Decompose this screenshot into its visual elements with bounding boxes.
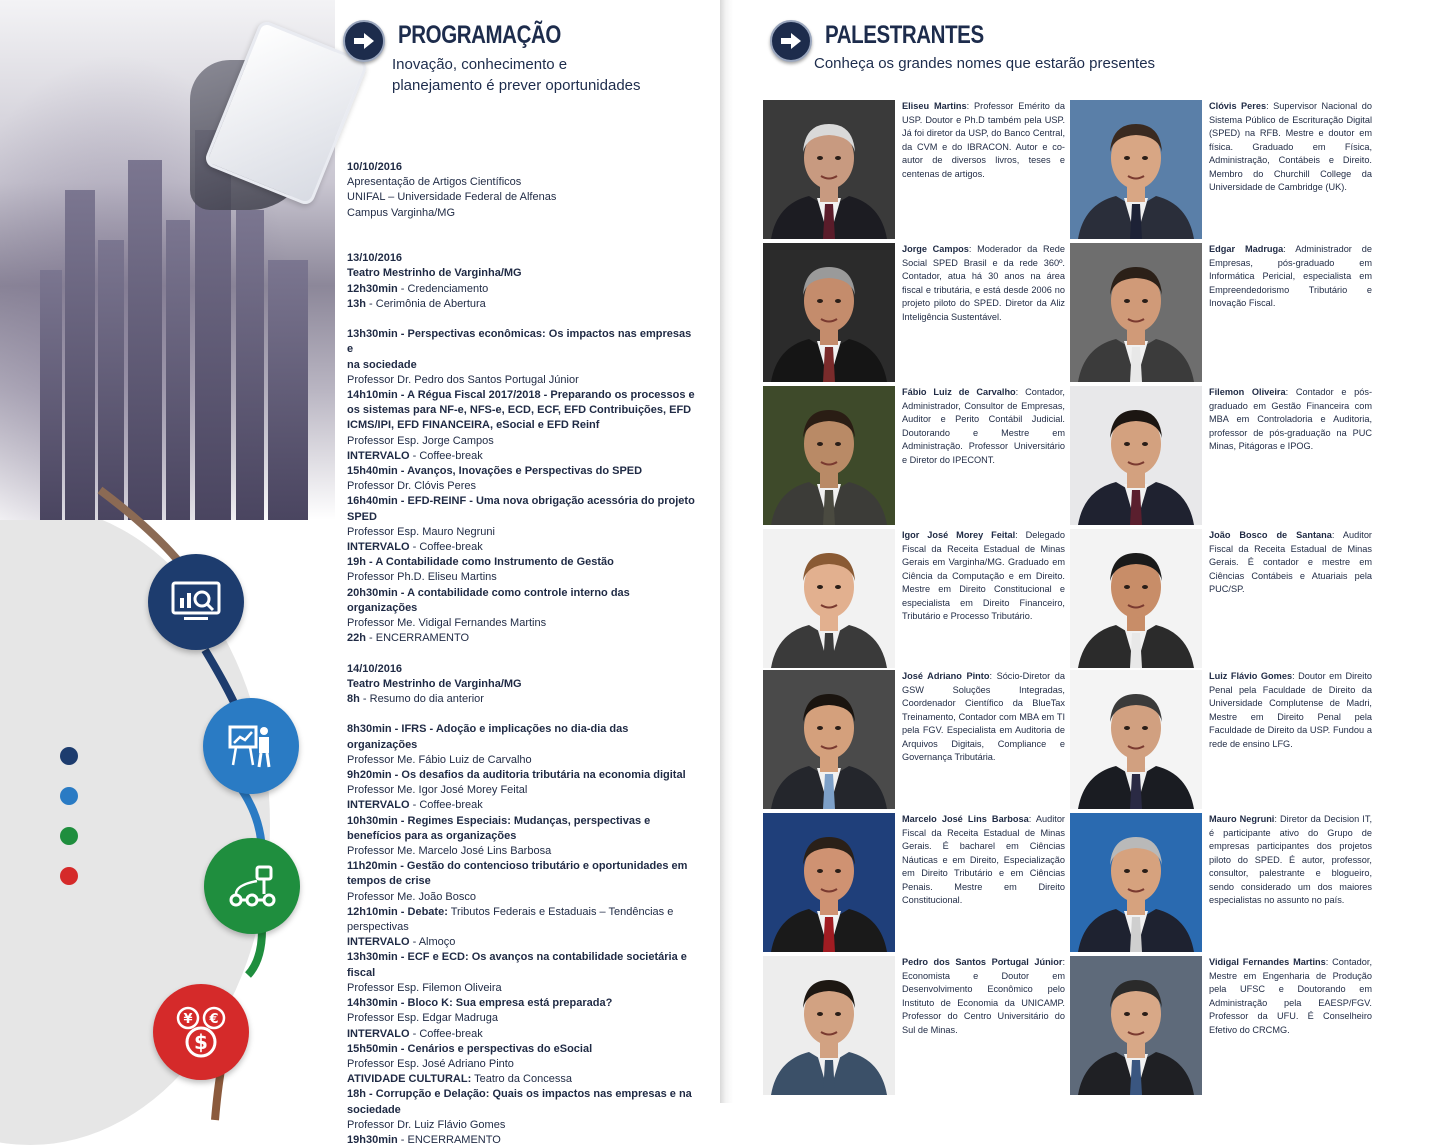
schedule-line (347, 1087, 697, 1102)
speaker-photo (763, 100, 895, 239)
schedule-line (347, 1103, 697, 1118)
speaker-card (763, 529, 1070, 669)
schedule-line-text: Professor Dr. Luiz Flávio Gomes (347, 1118, 506, 1131)
schedule-line-bold: fiscal (347, 966, 376, 979)
schedule-line-bold: 15h50min - Cenários e perspectivas do eSocial (347, 1042, 593, 1055)
schedule-line-text: Professor Ph.D. Eliseu Martins (347, 571, 497, 584)
schedule-date (347, 662, 697, 677)
schedule-line-bold: 14/10/2016 (347, 662, 403, 675)
schedule-line-text: - ENCERRAMENTO (365, 632, 470, 645)
schedule-line (347, 1057, 697, 1072)
speaker-description: : Contador, Mestre em Engenharia de Produção pela UFSC e Doutorando em Administração pela EAESP/FGV. Professor da UFU. É Conselheiro Efetivo do CRCMG. (1209, 957, 1372, 1035)
schedule-line (347, 1011, 697, 1026)
schedule-line (347, 510, 697, 525)
schedule-line-bold: INTERVALO (347, 799, 410, 812)
speaker-name: Edgar Madruga (1209, 244, 1284, 254)
schedule-line-bold: organizações (347, 601, 418, 614)
speaker-description: : Doutor em Direito Penal pela Faculdade de Direito da Universidade Complutense de Madri, Mestre em Direito Penal pela Faculdade de Direito da USP. Fundou a rede de ensino LFG. (1209, 671, 1372, 749)
schedule-line-text: Professor Esp. Jorge Campos (347, 434, 494, 447)
schedule-line (347, 479, 697, 494)
schedule-line-text: Professor Esp. Edgar Madruga (347, 1012, 499, 1025)
person-silhouette (763, 386, 895, 525)
schedule-line-bold: ICMS/IPI, EFD FINANCEIRA, eSocial e EFD Reinf (347, 419, 600, 432)
dot-red (60, 867, 78, 885)
speaker-bio (1209, 100, 1372, 195)
schedule-date (347, 251, 697, 266)
schedule-line-text: Campus Varginha/MG (347, 206, 456, 219)
page-gutter (720, 0, 733, 1103)
schedule-line-bold: 13h30min - ECF e ECD: Os avanços na contabilidade societária e (347, 951, 687, 964)
speaker-bio (1209, 386, 1372, 454)
schedule-line-text: Professor Me. Igor José Morey Feital (347, 784, 528, 797)
speaker-photo (1070, 386, 1202, 525)
person-silhouette (1070, 956, 1202, 1095)
schedule-line-bold: 22h (347, 632, 366, 645)
schedule-line (347, 266, 697, 281)
person-silhouette (763, 529, 895, 668)
schedule-line (347, 570, 697, 585)
schedule-line (347, 1118, 697, 1133)
speaker-name: Marcelo José Lins Barbosa (902, 814, 1029, 824)
schedule-line-bold: Teatro Mestrinho de Varginha/MG (347, 267, 522, 280)
programacao-subtitle-line: planejamento é prever oportunidades (392, 77, 641, 94)
programacao-subtitle (392, 54, 641, 96)
schedule-line-bold: Teatro Mestrinho de Varginha/MG (347, 677, 522, 690)
person-silhouette (763, 956, 895, 1095)
schedule-line (347, 981, 697, 996)
schedule-line-bold: SPED (347, 510, 377, 523)
program-schedule (347, 160, 697, 1148)
speaker-description: : Sócio-Diretor da GSW Soluções Integradas, Coordenador Científico da BlueTax Treinamento, Contador com MBA em TI pela FGV. Especialista em Auditoria de Arquivos Digitais, Compliance e Governança Tributária. (902, 671, 1065, 762)
schedule-line-text: Professor Dr. Pedro dos Santos Portugal Júnior (347, 373, 579, 386)
speaker-photo (763, 670, 895, 809)
speaker-bio (1209, 813, 1372, 908)
currency-icon (153, 984, 249, 1080)
schedule-line (347, 525, 697, 540)
schedule-line (347, 540, 697, 555)
speaker-description: : Moderador da Rede Social SPED Brasil e da rede 360º. Contador, atua há 30 anos na área fiscal e tributária, e está desde 2006 no projeto piloto do SPED. Diretor da Aliz Inteligência Sustentável. (902, 244, 1065, 322)
schedule-line (347, 175, 697, 190)
schedule-line-text: Teatro da Concessa (471, 1073, 572, 1086)
schedule-line (347, 814, 697, 829)
schedule-spacer (347, 312, 697, 327)
schedule-line-bold: 11h20min - Gestão do contencioso tributário e oportunidades em (347, 860, 688, 873)
schedule-line (347, 297, 697, 312)
schedule-line-text: UNIFAL – Universidade Federal de Alfenas (347, 191, 557, 204)
schedule-line-bold: 15h40min - Avanços, Inovações e Perspectivas do SPED (347, 465, 643, 478)
speaker-photo (763, 243, 895, 382)
schedule-line (347, 327, 697, 357)
dot-green (60, 827, 78, 845)
presentation-icon (203, 698, 299, 794)
arrow-right-icon (770, 20, 812, 62)
speaker-bio (902, 956, 1065, 1037)
schedule-line (347, 753, 697, 768)
right-page (733, 0, 1429, 1103)
speaker-bio (902, 670, 1065, 765)
schedule-line-text: - Cerimônia de Abertura (365, 297, 486, 310)
schedule-line (347, 996, 697, 1011)
schedule-line (347, 373, 697, 388)
schedule-line (347, 494, 697, 509)
speaker-photo (1070, 813, 1202, 952)
schedule-line (347, 677, 697, 692)
schedule-line-bold: 13h (347, 297, 366, 310)
speaker-description: : Administrador de Empresas, pós-graduado em Informática Pericial, especialista em Empreendedorismo Tributário e Inovação Fiscal. (1209, 244, 1372, 308)
schedule-line (347, 966, 697, 981)
schedule-line (347, 282, 697, 297)
schedule-line-bold: sociedade (347, 1103, 401, 1116)
speaker-card (763, 100, 1070, 240)
speaker-card (1070, 956, 1377, 1096)
schedule-line-text: Professor Dr. Clóvis Peres (347, 480, 476, 493)
speaker-bio (1209, 243, 1372, 311)
schedule-spacer (347, 236, 697, 251)
schedule-line (347, 434, 697, 449)
schedule-line-text: Apresentação de Artigos Científicos (347, 176, 522, 189)
schedule-line (347, 692, 697, 707)
schedule-line (347, 920, 697, 935)
schedule-line-text: Professor Esp. José Adriano Pinto (347, 1057, 514, 1070)
schedule-line (347, 464, 697, 479)
palestrantes-subtitle: Conheça os grandes nomes que estarão presentes (814, 55, 1156, 72)
speaker-description: : Auditor Fiscal da Receita Estadual de Minas Gerais. É bacharel em Ciências Náuticas e em Direito, Especialização em Direito Tributário e em Ciências Penais. Mestre em Direito Constitucional. (902, 814, 1065, 905)
speaker-photo (763, 529, 895, 668)
schedule-line (347, 905, 697, 920)
schedule-line-bold: 12h30min (347, 282, 398, 295)
workflow-icon (204, 838, 300, 934)
schedule-spacer (347, 221, 697, 236)
schedule-line (347, 950, 697, 965)
speaker-card (763, 243, 1070, 383)
schedule-line-text: Tributos Federais e Estaduais – Tendências e (447, 905, 674, 918)
speaker-card (1070, 813, 1377, 953)
schedule-line (347, 1027, 697, 1042)
speaker-photo (1070, 100, 1202, 239)
speaker-card (1070, 529, 1377, 669)
schedule-line-bold: 10h30min - Regimes Especiais: Mudanças, perspectivas e (347, 814, 651, 827)
schedule-line-bold: 10/10/2016 (347, 161, 403, 173)
schedule-line (347, 890, 697, 905)
schedule-line-text: Professor Me. Vidigal Fernandes Martins (347, 617, 547, 630)
schedule-line-bold: INTERVALO (347, 1027, 410, 1040)
schedule-line (347, 859, 697, 874)
speaker-card (763, 386, 1070, 526)
schedule-line-bold: INTERVALO (347, 936, 410, 949)
schedule-line-bold: 16h40min - EFD-REINF - Uma nova obrigação acessória do projeto (347, 495, 695, 508)
speaker-name: Mauro Negruni (1209, 814, 1275, 824)
schedule-line-bold: 19h30min (347, 1133, 398, 1146)
schedule-line (347, 206, 697, 221)
dot-navy (60, 747, 78, 765)
schedule-line (347, 1072, 697, 1087)
schedule-line-bold: 12h10min - Debate: (347, 905, 448, 918)
schedule-line-bold: 8h (347, 693, 360, 706)
speaker-photo (763, 956, 895, 1095)
schedule-line-bold: 8h30min - IFRS - Adoção e implicações no dia-dia das organizações (347, 723, 629, 751)
schedule-line-bold: ATIVIDADE CULTURAL: (347, 1073, 472, 1086)
speaker-description: : Contador, Administrador, Consultor de Empresas, Auditor e Perito Contábil Judicial. Doutorando e Mestre em Administração. Professor Universitário e Diretor do IPECONT. (902, 387, 1065, 465)
speaker-bio (902, 813, 1065, 908)
schedule-line-text: - ENCERRAMENTO (397, 1133, 501, 1146)
speaker-description: : Diretor da Decision IT, é participante ativo do Grupo de empresas participantes dos projetos piloto do SPED. É autor, professor, consultor, palestrante e blogueiro, sendo considerado um dos maiores especialistas no assunto no país. (1209, 814, 1373, 905)
speaker-name: Filemon Oliveira (1209, 387, 1286, 397)
speaker-name: Vidigal Fernandes Martins (1209, 957, 1326, 967)
schedule-line-text: Professor Me. João Bosco (347, 890, 477, 903)
speaker-photo (1070, 243, 1202, 382)
schedule-line (347, 1133, 697, 1148)
speaker-name: João Bosco de Santana (1209, 530, 1332, 540)
speaker-name: Jorge Campos (902, 244, 969, 254)
monitor-chart-icon (148, 554, 244, 650)
schedule-line-text: - Coffee-break (409, 541, 483, 554)
schedule-line-text: - Coffee-break (409, 1027, 483, 1040)
schedule-line-bold: 14h10min - A Régua Fiscal 2017/2018 - Preparando os processos e (347, 389, 695, 401)
speaker-description: : Supervisor Nacional do Sistema Público de Escrituração Digital (SPED) na RFB. Mestre e doutor em física. Graduado em Física, Administração, Contábeis e Direito. Membro do Churchill College da Universidade de Cambridge (UK). (1209, 101, 1372, 192)
arrow-right-icon (343, 20, 385, 62)
svg-text:€: € (209, 1012, 219, 1027)
schedule-line-text: - Almoço (409, 936, 456, 949)
schedule-line-bold: 14h30min - Bloco K: Sua empresa está preparada? (347, 997, 613, 1010)
speaker-card (1070, 386, 1377, 526)
palestrantes-title: PALESTRANTES (825, 21, 984, 49)
speaker-photo (1070, 956, 1202, 1095)
schedule-line (347, 601, 697, 616)
speaker-bio (1209, 670, 1372, 751)
schedule-line (347, 616, 697, 631)
speaker-card (1070, 243, 1377, 383)
schedule-line (347, 722, 697, 752)
speaker-description: : Contador e pós-graduado em Gestão Financeira com MBA em Controladoria e Auditoria, professor de pós-graduação na PUC Minas, Pitágoras e IPOG. (1209, 387, 1372, 451)
speaker-description: : Delegado Fiscal da Receita Estadual de Minas Gerais em Varginha/MG. Graduado em Ciência da Computação e em Direito. Mestre em Direito Constitucional e especialista em Direito Financeiro, Tributário e Processo Tributário. (902, 530, 1065, 621)
schedule-line-text: Professor Esp. Mauro Negruni (347, 525, 495, 538)
speaker-card (763, 956, 1070, 1096)
schedule-line-text: Professor Me. Marcelo José Lins Barbosa (347, 845, 552, 858)
programacao-subtitle-line: Inovação, conhecimento e (392, 56, 568, 73)
speaker-description: : Economista e Doutor em Desenvolvimento Econômico pelo Instituto de Economia da UNICAMP. Professor do Centro Universitário do Sul de Minas. (902, 957, 1065, 1035)
person-silhouette (1070, 529, 1202, 668)
schedule-line (347, 783, 697, 798)
programacao-title: PROGRAMAÇÃO (398, 21, 561, 49)
schedule-line-bold: tempos de crise (347, 875, 431, 888)
dot-blue (60, 787, 78, 805)
schedule-line-bold: INTERVALO (347, 541, 410, 554)
schedule-line-bold: benefícios para as organizações (347, 829, 517, 842)
schedule-line-text: Professor Esp. Filemon Oliveira (347, 981, 502, 994)
schedule-line-text: - Coffee-break (409, 799, 483, 812)
schedule-line (347, 829, 697, 844)
speaker-photo (763, 386, 895, 525)
schedule-spacer (347, 707, 697, 722)
speaker-card (1070, 100, 1377, 240)
speaker-photo (763, 813, 895, 952)
speaker-name: Luiz Flávio Gomes (1209, 671, 1293, 681)
svg-text:¥: ¥ (183, 1012, 193, 1027)
schedule-line-bold: 9h20min - Os desafios da auditoria tributária na economia digital (347, 769, 686, 782)
schedule-line-text: - Coffee-break (409, 449, 483, 462)
person-silhouette (1070, 813, 1202, 952)
schedule-line-bold: 18h - Corrupção e Delação: Quais os impactos nas empresas e na (347, 1088, 692, 1101)
city-hero-image (0, 0, 335, 520)
schedule-line-bold: 13/10/2016 (347, 252, 403, 265)
schedule-line-bold: os sistemas para NF-e, NFS-e, ECD, ECF, EFD Contribuições, EFD (347, 404, 692, 417)
schedule-line (347, 586, 697, 601)
schedule-line (347, 631, 697, 646)
speaker-card (1070, 670, 1377, 810)
schedule-line-text: perspectivas (347, 921, 409, 934)
person-silhouette (1070, 670, 1202, 809)
speaker-card (763, 813, 1070, 953)
schedule-line (347, 798, 697, 813)
schedule-line (347, 768, 697, 783)
schedule-line (347, 388, 697, 403)
person-silhouette (1070, 386, 1202, 525)
person-silhouette (763, 243, 895, 382)
schedule-line (347, 358, 697, 373)
speaker-card (763, 670, 1070, 810)
speaker-bio (1209, 529, 1372, 597)
schedule-line-text: Professor Me. Fábio Luiz de Carvalho (347, 753, 532, 766)
speaker-description: : Auditor Fiscal da Receita Estadual de Minas Gerais. É contador e mestre em Ciências Contábeis e Atuariais pela PUC/SP. (1209, 530, 1372, 594)
speaker-bio (1209, 956, 1372, 1037)
person-silhouette (1070, 243, 1202, 382)
speaker-name: Clóvis Peres (1209, 101, 1267, 111)
schedule-line (347, 418, 697, 433)
person-silhouette (1070, 100, 1202, 239)
speaker-name: Fábio Luiz de Carvalho (902, 387, 1016, 397)
speaker-bio (902, 529, 1065, 624)
schedule-date (347, 160, 697, 175)
speaker-name: Igor José Morey Feital (902, 530, 1016, 540)
speaker-name: José Adriano Pinto (902, 671, 990, 681)
speaker-name: Pedro dos Santos Portugal Júnior (902, 957, 1063, 967)
schedule-line-text: - Credenciamento (397, 282, 489, 295)
speaker-bio (902, 386, 1065, 467)
schedule-line (347, 1042, 697, 1057)
schedule-line (347, 190, 697, 205)
speaker-name: Eliseu Martins (902, 101, 967, 111)
schedule-line-bold: 20h30min - A contabilidade como controle interno das (347, 586, 630, 599)
speaker-photo (1070, 670, 1202, 809)
schedule-line-bold: na sociedade (347, 358, 417, 371)
schedule-line (347, 935, 697, 950)
speaker-bio (902, 243, 1065, 324)
schedule-line-bold: 13h30min - Perspectivas econômicas: Os impactos nas empresas e (347, 328, 692, 356)
schedule-line-text: - Resumo do dia anterior (359, 693, 484, 706)
speaker-photo (1070, 529, 1202, 668)
arc-segment-green (248, 930, 262, 975)
schedule-line (347, 555, 697, 570)
schedule-line (347, 449, 697, 464)
schedule-line (347, 874, 697, 889)
person-silhouette (763, 813, 895, 952)
schedule-line (347, 844, 697, 859)
speaker-description: : Professor Emérito da USP. Doutor e Ph.D também pela USP. Já foi diretor da USP, do Banco Central, da CVM e do IBRACON. Autor e co-autor de diversos livros, teses e centenas de artigos. (902, 101, 1065, 179)
person-silhouette (763, 670, 895, 809)
schedule-line-bold: INTERVALO (347, 449, 410, 462)
schedule-spacer (347, 646, 697, 661)
schedule-line (347, 403, 697, 418)
person-silhouette (763, 100, 895, 239)
schedule-line-bold: 19h - A Contabilidade como Instrumento de Gestão (347, 556, 614, 569)
svg-text:$: $ (194, 1030, 208, 1054)
speaker-bio (902, 100, 1065, 181)
